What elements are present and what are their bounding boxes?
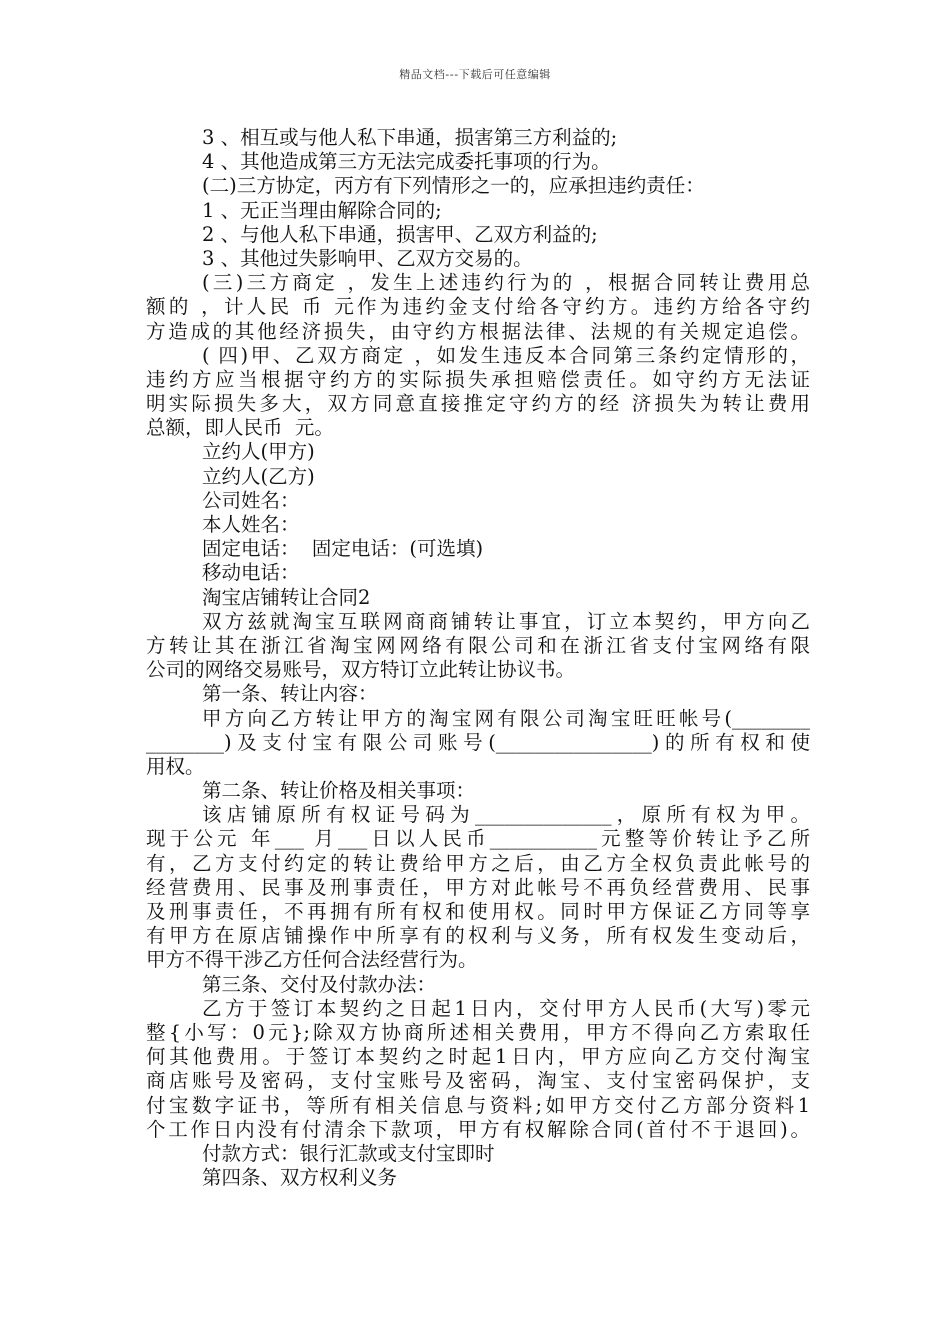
paragraph-line: 固定电话： 固定电话：(可选填) — [202, 537, 484, 561]
paragraph-line: ( 四)甲、乙双方商定 ，如发生违反本合同第三条约定情形的， — [202, 343, 810, 367]
paragraph-line: 公司姓名： — [202, 488, 300, 512]
paragraph-line: 付款方式：银行汇款或支付宝即时 — [202, 1141, 495, 1165]
paragraph-line: 3 、其他过失影响甲、乙双方交易的。 — [202, 246, 533, 270]
paragraph-line: 第四条、双方权利义务 — [202, 1166, 398, 1190]
paragraph-line: 有，乙方支付约定的转让费给甲方之后，由乙方全权负责此帐号的 — [146, 851, 810, 875]
paragraph-line: 额的 ，计人民 币 元作为违约金支付给各守约方。违约方给各守约 — [146, 295, 810, 319]
paragraph-line: 个工作日内没有付清余下款项，甲方有权解除合同(首付不于退回)。 — [146, 1117, 810, 1141]
paragraph-line: 第一条、转让内容： — [202, 682, 378, 706]
paragraph-line: 4 、其他造成第三方无法完成委托事项的行为。 — [202, 150, 611, 174]
paragraph-line: 移动电话： — [202, 561, 300, 585]
paragraph-line: 总额，即人民币 元。 — [146, 416, 334, 440]
paragraph-line: 第二条、转让价格及相关事项： — [202, 779, 476, 803]
paragraph-line: 整{小写：0元};除双方协商所述相关费用，甲方不得向乙方索取任 — [146, 1020, 810, 1044]
paragraph-line: 经营费用、民事及刑事责任，甲方对此帐号不再负经营费用、民事 — [146, 875, 810, 899]
paragraph-line: 方造成的其他经济损失，由守约方根据法律、法规的有关规定追偿。 — [146, 319, 810, 343]
paragraph-line: 第三条、交付及付款办法： — [202, 972, 437, 996]
paragraph-line: (三)三方商定 ，发生上述违约行为的 ，根据合同转让费用总 — [202, 271, 810, 295]
paragraph-line: 该店铺原所有权证号码为______________，原所有权为甲。 — [202, 803, 810, 827]
page-header: 精品文档---下载后可任意编辑 — [399, 68, 551, 81]
paragraph-line: 甲方向乙方转让甲方的淘宝网有限公司淘宝旺旺帐号(________ — [202, 706, 810, 730]
paragraph-line: ________)及支付宝有限公司账号(________________)的所有权和使 — [146, 730, 810, 754]
paragraph-line: 1 、无正当理由解除合同的; — [202, 198, 442, 222]
paragraph-line: 方转让其在浙江省淘宝网网络有限公司和在浙江省支付宝网络有限 — [146, 633, 810, 657]
paragraph-line: 本人姓名： — [202, 513, 300, 536]
paragraph-line: (二)三方协定，丙方有下列情形之一的，应承担违约责任： — [202, 174, 705, 198]
paragraph-line: 何其他费用。于签订本契约之时起1日内，甲方应向乙方交付淘宝 — [146, 1045, 810, 1069]
paragraph-line: 3 、相互或与他人私下串通，损害第三方利益的; — [202, 126, 618, 149]
paragraph-line: 公司的网络交易账号，双方特订立此转让协议书。 — [146, 658, 576, 682]
paragraph-line: 付宝数字证书，等所有相关信息与资料;如甲方交付乙方部分资料1 — [146, 1093, 810, 1117]
paragraph-line: 违约方应当根据守约方的实际损失承担赔偿责任。如守约方无法证 — [146, 367, 810, 391]
paragraph-line: 立约人(甲方) — [202, 440, 315, 464]
paragraph-line: 及刑事责任，不再拥有所有权和使用权。同时甲方保证乙方同等享 — [146, 900, 810, 923]
paragraph-line: 乙方于签订本契约之日起1日内，交付甲方人民币(大写)零元 — [202, 996, 810, 1020]
paragraph-line: 立约人(乙方) — [202, 464, 315, 488]
paragraph-line: 现于公元 年___ 月___日以人民币___________元整等价转让予乙所 — [146, 827, 810, 851]
paragraph-line: 2 、与他人私下串通，损害甲、乙双方利益的; — [202, 222, 598, 246]
paragraph-line: 用权。 — [146, 754, 205, 778]
paragraph-line: 明实际损失多大，双方同意直接推定守约方的经 济损失为转让费用 — [146, 392, 810, 416]
paragraph-line: 甲方不得干涉乙方任何合法经营行为。 — [146, 948, 478, 972]
document-body — [146, 126, 810, 1190]
paragraph-line: 商店账号及密码，支付宝账号及密码，淘宝、支付宝密码保护，支 — [146, 1069, 810, 1093]
paragraph-line: 有甲方在原店铺操作中所享有的权利与义务，所有权发生变动后， — [146, 924, 810, 948]
paragraph-line: 双方兹就淘宝互联网商商铺转让事宜，订立本契约，甲方向乙 — [202, 609, 810, 633]
paragraph-line: 淘宝店铺转让合同2 — [202, 585, 371, 609]
